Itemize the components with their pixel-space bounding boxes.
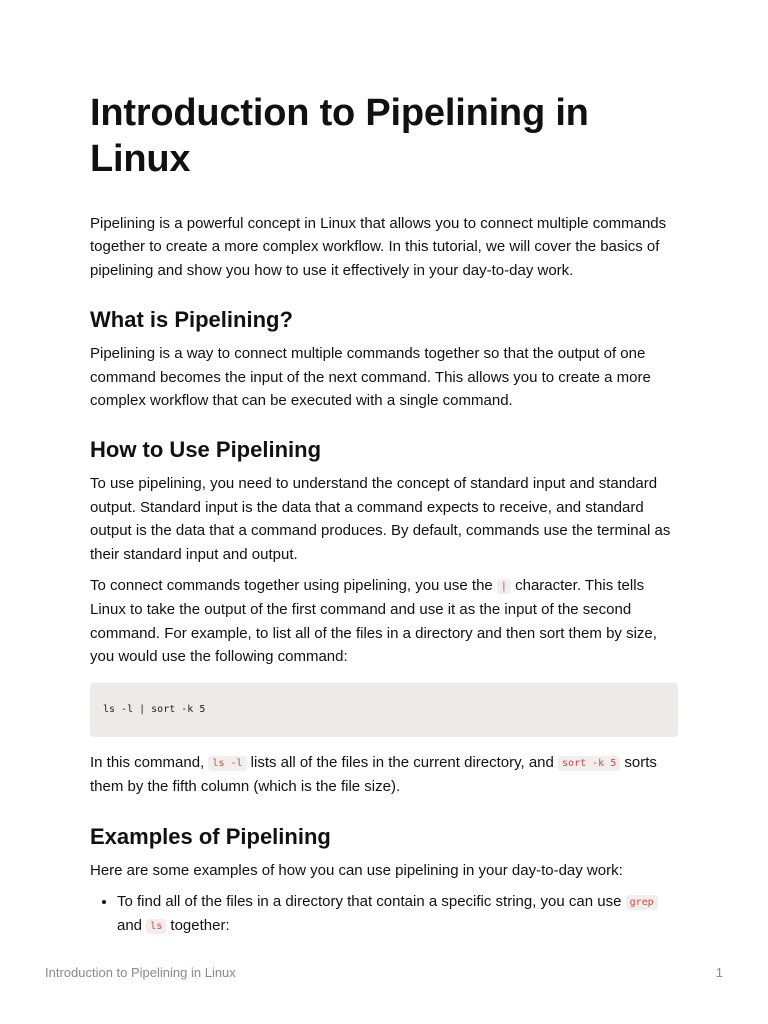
text-run: sorts them by the fifth column (which is the file size). [90, 753, 657, 796]
section-heading-how-to-use: How to Use Pipelining [90, 437, 322, 463]
examples-list [90, 890, 678, 939]
page-footer [45, 965, 723, 980]
inline-code-grep: grep [626, 895, 658, 910]
inline-code-ls: ls -l [208, 756, 246, 771]
section-heading-what-is-pipelining: What is Pipelining? [90, 307, 293, 333]
page-title: Introduction to Pipelining in Linux [90, 92, 589, 180]
inline-code-pipe: | [497, 579, 511, 594]
text-run: character. This tells Linux to take the output of the first command and use it as the input of the second command. For example, to list all of the files in a directory and then sort them by size, you would use the following command: [90, 577, 657, 666]
text-run: together: [166, 917, 230, 935]
what-is-pipelining-paragraph: Pipelining is a way to connect multiple commands together so that the output of one command becomes the input of the next command. This allows you to create a more complex workflow that can be executed with a single command. [90, 345, 651, 410]
text-run: In this command, [90, 753, 209, 771]
pipe-character-paragraph [90, 574, 678, 669]
list-item [117, 890, 678, 939]
text-run: To find all of the files in a directory that contain a specific string, you can use [117, 892, 626, 910]
inline-code-ls-short: ls [146, 919, 166, 934]
section-heading-examples: Examples of Pipelining [90, 823, 331, 849]
inline-code-sort: sort -k 5 [558, 756, 620, 771]
text-run: lists all of the files in the current directory, and [246, 753, 559, 771]
text-run: To connect commands together using pipelining, you use the [90, 577, 497, 595]
intro-paragraph: Pipelining is a powerful concept in Linux that allows you to connect multiple commands together to create a more complex workflow. In this tutorial, we will cover the basics of pipelining and show you how to use it effectively in your day-to-day work. [90, 215, 667, 279]
footer-title: Introduction to Pipelining in Linux [45, 965, 236, 980]
standard-io-paragraph: To use pipelining, you need to understand the concept of standard input and standard output. Standard input is the data that a command expects to receive, and standard output is the data that a command produces. By default, commands use the terminal as their standard input and output. [90, 475, 671, 563]
page-number: 1 [715, 965, 723, 980]
command-explanation-paragraph [90, 751, 678, 799]
text-run: and [117, 917, 147, 935]
code-block: ls -l | sort -k 5 [90, 683, 678, 737]
examples-intro-paragraph: Here are some examples of how you can use pipelining in your day-to-day work: [90, 861, 623, 879]
document-page [90, 90, 678, 939]
